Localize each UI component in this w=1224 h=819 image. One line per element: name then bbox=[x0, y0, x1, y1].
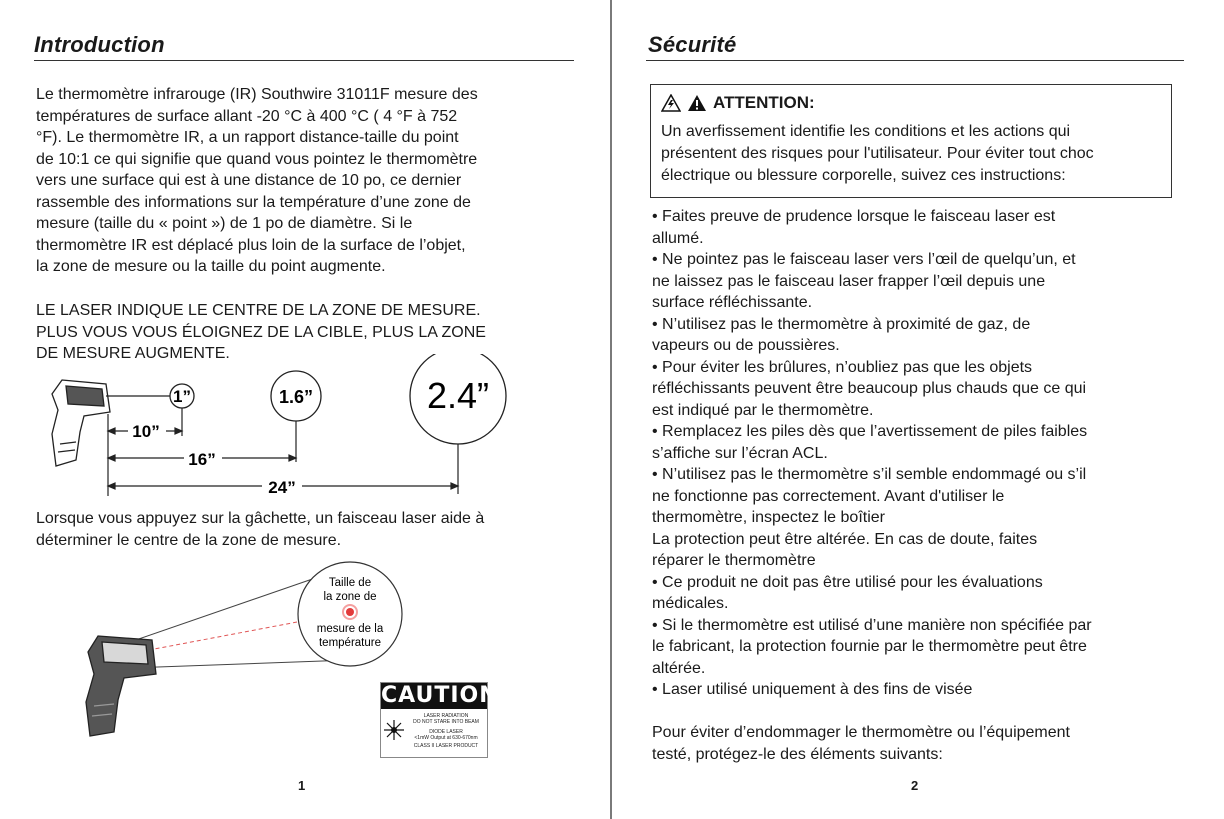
zone-label-line: mesure de la bbox=[316, 623, 384, 635]
securite-title: Sécurité bbox=[648, 32, 737, 57]
zone-label-line: Taille de bbox=[328, 577, 372, 589]
page-number: 1 bbox=[298, 778, 306, 793]
safety-line: surface réfléchissante. bbox=[652, 294, 813, 311]
safety-line: • Si le thermomètre est utilisé d’une manière non spécifiée par bbox=[652, 616, 1092, 634]
warning-outline-icon bbox=[661, 94, 681, 112]
laser-line: PLUS VOUS VOUS ÉLOIGNEZ DE LA CIBLE, PLUS LA ZONE bbox=[36, 323, 486, 341]
safety-line: Pour éviter d’endommager le thermomètre ou l’équipement bbox=[652, 724, 1070, 741]
caution-line: LASER RADIATION bbox=[423, 713, 469, 719]
page-number: 2 bbox=[911, 778, 919, 793]
safety-line: • Pour éviter les brûlures, n’oubliez pas que les objets bbox=[652, 358, 1033, 376]
page-divider bbox=[610, 0, 612, 819]
distance-label-16in: 16” bbox=[188, 450, 216, 469]
attention-heading: ATTENTION: bbox=[713, 93, 815, 112]
zone-label-line: température bbox=[318, 637, 382, 649]
laser-beam-illustration bbox=[60, 556, 420, 766]
zone-label-line: la zone de bbox=[323, 591, 377, 603]
safety-line: allumé. bbox=[652, 229, 704, 247]
safety-line: altérée. bbox=[652, 659, 706, 677]
safety-line: • Remplacez les piles dès que l’avertissement de piles faibles bbox=[652, 423, 1088, 440]
title-divider bbox=[646, 60, 1184, 61]
caution-label bbox=[380, 682, 499, 758]
thermometer-icon bbox=[52, 380, 110, 466]
trigger-paragraph bbox=[36, 508, 576, 551]
attention-line: Un averfissement identifie les conditions et les actions qui bbox=[661, 123, 1071, 140]
left-page bbox=[0, 0, 611, 819]
caution-line: CLASS II LASER PRODUCT bbox=[413, 743, 479, 749]
laser-line: LE LASER INDIQUE LE CENTRE DE LA ZONE DE MESURE. bbox=[36, 302, 481, 319]
spot-label-2-4in: 2.4” bbox=[426, 375, 490, 416]
safety-line: vapeurs ou de poussières. bbox=[652, 337, 840, 354]
safety-line: réparer le thermomètre bbox=[652, 552, 816, 569]
caution-line: <1mW Output at 630-670nm bbox=[414, 735, 478, 741]
safety-line: s’affiche sur l’écran ACL. bbox=[652, 444, 828, 462]
attention-box bbox=[650, 84, 1172, 198]
trigger-line: déterminer le centre de la zone de mesure. bbox=[36, 531, 342, 549]
spot-label-1-6in: 1.6” bbox=[278, 387, 314, 407]
safety-line: ne fonctionne pas correctement. Avant d'utiliser le bbox=[652, 487, 1005, 505]
caution-line: DIODE LASER bbox=[429, 729, 463, 735]
safety-line: thermomètre, inspectez le boîtier bbox=[652, 509, 885, 526]
warning-icon bbox=[687, 94, 707, 112]
intro-line: la zone de mesure ou la taille du point augmente. bbox=[36, 258, 386, 275]
intro-line: Le thermomètre infrarouge (IR) Southwire 31011F mesure des bbox=[36, 86, 478, 103]
intro-line: thermomètre IR est déplacé plus loin de la surface de l’objet, bbox=[36, 236, 466, 254]
intro-line: mesure (taille du « point ») de 1 po de diamètre. Si le bbox=[36, 215, 413, 232]
intro-line: rassemble des informations sur la température d’une zone de bbox=[36, 193, 471, 211]
caution-line: DO NOT STARE INTO BEAM bbox=[413, 719, 479, 725]
distance-label-10in: 10” bbox=[132, 422, 160, 441]
safety-line: • Ce produit ne doit pas être utilisé pour les évaluations bbox=[652, 573, 1043, 591]
safety-line: le fabricant, la protection fournie par le thermomètre peut être bbox=[652, 638, 1087, 655]
safety-list bbox=[652, 206, 1182, 765]
attention-text bbox=[661, 121, 1161, 187]
spot-label-1in: 1” bbox=[173, 387, 191, 406]
distance-spot-diagram bbox=[40, 354, 520, 500]
safety-line: réfléchissants peuvent être beaucoup plus chauds que ce qui bbox=[652, 380, 1087, 397]
safety-line: ne laissez pas le faisceau laser frapper l’œil depuis une bbox=[652, 272, 1046, 290]
safety-line: • Faites preuve de prudence lorsque le faisceau laser est bbox=[652, 208, 1056, 225]
intro-line: de 10:1 ce qui signifie que quand vous pointez le thermomètre bbox=[36, 150, 478, 168]
safety-line: médicales. bbox=[652, 595, 729, 612]
laser-dot bbox=[346, 608, 354, 616]
safety-line: • N’utilisez pas le thermomètre à proximité de gaz, de bbox=[652, 315, 1031, 333]
caution-heading: CAUTION bbox=[381, 683, 499, 708]
laser-starburst-icon bbox=[383, 719, 405, 741]
safety-line bbox=[652, 701, 1182, 723]
safety-line: est indiqué par le thermomètre. bbox=[652, 401, 874, 419]
safety-line: testé, protégez-le des éléments suivants: bbox=[652, 745, 943, 763]
intro-line: vers une surface qui est à une distance de 10 po, ce dernier bbox=[36, 172, 462, 189]
safety-line: La protection peut être altérée. En cas de doute, faites bbox=[652, 530, 1038, 548]
introduction-title: Introduction bbox=[34, 32, 165, 57]
attention-line: présentent des risques pour l'utilisateur. Pour éviter tout choc bbox=[661, 145, 1094, 162]
intro-line: °F). Le thermomètre IR, a un rapport distance-taille du point bbox=[36, 129, 459, 146]
trigger-line: Lorsque vous appuyez sur la gâchette, un faisceau laser aide à bbox=[36, 510, 485, 527]
laser-line: DE MESURE AUGMENTE. bbox=[36, 345, 230, 362]
thermometer-icon bbox=[86, 636, 156, 736]
intro-paragraph bbox=[36, 84, 576, 278]
distance-label-24in: 24” bbox=[268, 478, 296, 497]
safety-line: • Laser utilisé uniquement à des fins de visée bbox=[652, 681, 973, 698]
safety-line: • N’utilisez pas le thermomètre s’il semble endommagé ou s’il bbox=[652, 466, 1087, 483]
safety-line: • Ne pointez pas le faisceau laser vers l’œil de quelqu’un, et bbox=[652, 251, 1076, 268]
intro-line: températures de surface allant -20 °C à 400 °C ( 4 °F à 752 bbox=[36, 107, 458, 125]
attention-line: électrique ou blessure corporelle, suivez ces instructions: bbox=[661, 167, 1066, 184]
title-divider bbox=[34, 60, 574, 61]
